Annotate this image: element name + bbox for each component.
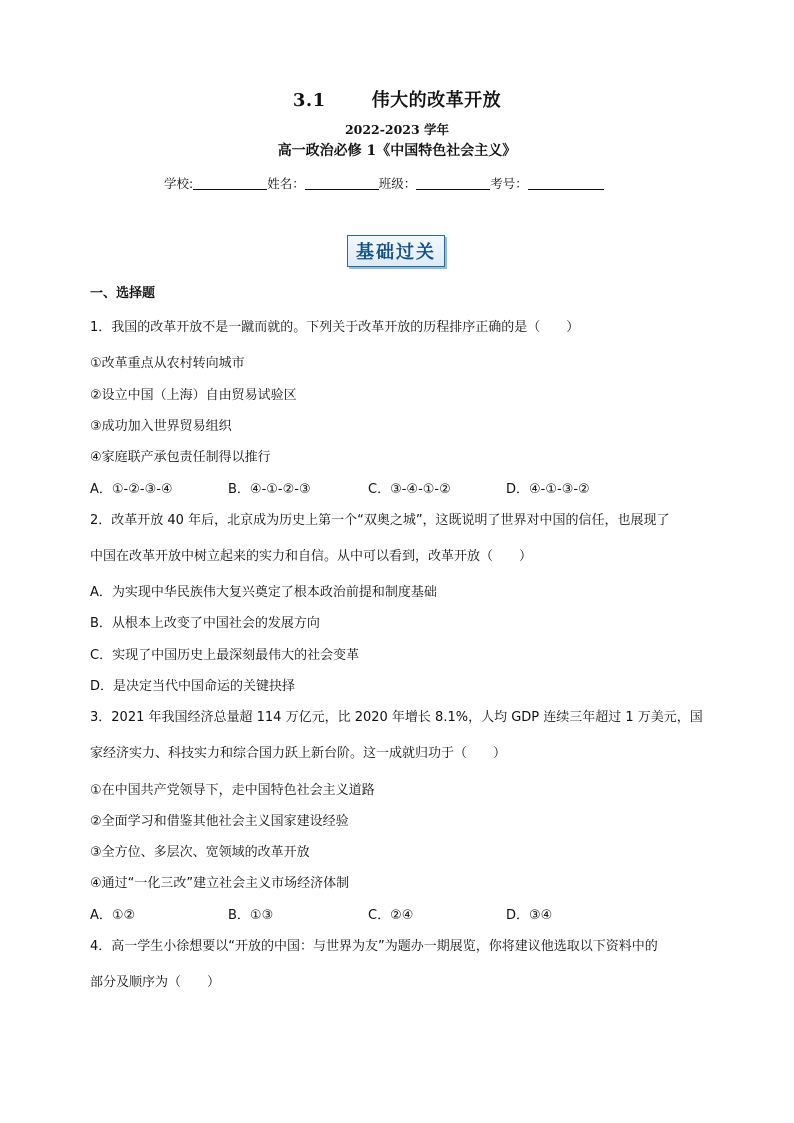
name-label: 姓名： [267,176,305,191]
student-info-line [164,174,644,192]
question-3-stem: 家经济实力、科技实力和综合国力跃上新台阶。这一成就归功于（ ） [90,746,507,761]
question-3-item: ①在中国共产党领导下，走中国特色社会主义道路 [90,783,375,798]
question-3-item: ④通过“一化三改”建立社会主义市场经济体制 [90,876,350,891]
question-2-stem: 中国在改革开放中树立起来的实力和自信。从中可以看到，改革开放（ ） [90,549,533,564]
option-b[interactable]: B．①③ [228,908,274,923]
question-2-choice[interactable]: A．为实现中华民族伟大复兴奠定了根本政治前提和制度基础 [90,585,437,600]
option-a[interactable]: A．①-②-③-④ [90,482,173,497]
page-title [0,86,794,112]
question-3-stem: 3．2021 年我国经济总量超 114 万亿元，比 2020 年增长 8.1%，人均 GDP 连续三年超过 1 万美元，国 [90,710,703,725]
question-2-choice[interactable]: B．从根本上改变了中国社会的发展方向 [90,616,320,631]
school-field[interactable] [193,176,267,190]
question-1-stem: 1．我国的改革开放不是一蹴而就的。下列关于改革开放的历程排序正确的是（ ） [90,320,580,335]
question-3-item: ②全面学习和借鉴其他社会主义国家建设经验 [90,814,349,829]
class-label: 班级： [378,176,417,191]
exam-number-field[interactable] [528,176,604,190]
section-badge: 基础过关 [347,235,445,267]
exam-number-label: 考号： [490,176,528,191]
option-a[interactable]: A．①② [90,908,136,923]
question-3-item: ③全方位、多层次、宽领域的改革开放 [90,845,310,860]
option-d[interactable]: D．④-①-③-② [506,482,590,497]
question-2-stem: 2．改革开放 40 年后，北京成为历史上第一个“双奥之城”，这既说明了世界对中国的信任，也展现了 [90,513,670,528]
lesson-title: 伟大的改革开放 [371,90,502,111]
class-field[interactable] [416,176,490,190]
question-1-item: ④家庭联产承包责任制得以推行 [90,450,271,465]
option-b[interactable]: B．④-①-②-③ [228,482,311,497]
option-d[interactable]: D．③④ [506,908,553,923]
section-heading: 一、选择题 [90,286,156,301]
lesson-number: 3.1 [292,90,326,111]
question-1-item: ③成功加入世界贸易组织 [90,419,232,434]
question-2-choice[interactable]: D．是决定当代中国命运的关键抉择 [90,679,296,694]
question-2-choice[interactable]: C．实现了中国历史上最深刻最伟大的社会变革 [90,648,360,663]
question-1-item: ②设立中国（上海）自由贸易试验区 [90,388,297,403]
option-c[interactable]: C．②④ [368,908,414,923]
course-name: 高一政治必修 1《中国特色社会主义》 [277,143,517,159]
school-year: 2022-2023 学年 [344,122,450,137]
question-1-item: ①改革重点从农村转向城市 [90,356,245,371]
question-4-stem: 部分及顺序为（ ） [90,975,221,990]
school-label: 学校: [164,176,194,191]
question-4-stem: 4．高一学生小徐想要以“开放的中国：与世界为友”为题办一期展览，你将建议他选取以下资料中的 [90,939,658,954]
option-c[interactable]: C．③-④-①-② [368,482,451,497]
name-field[interactable] [305,176,379,190]
